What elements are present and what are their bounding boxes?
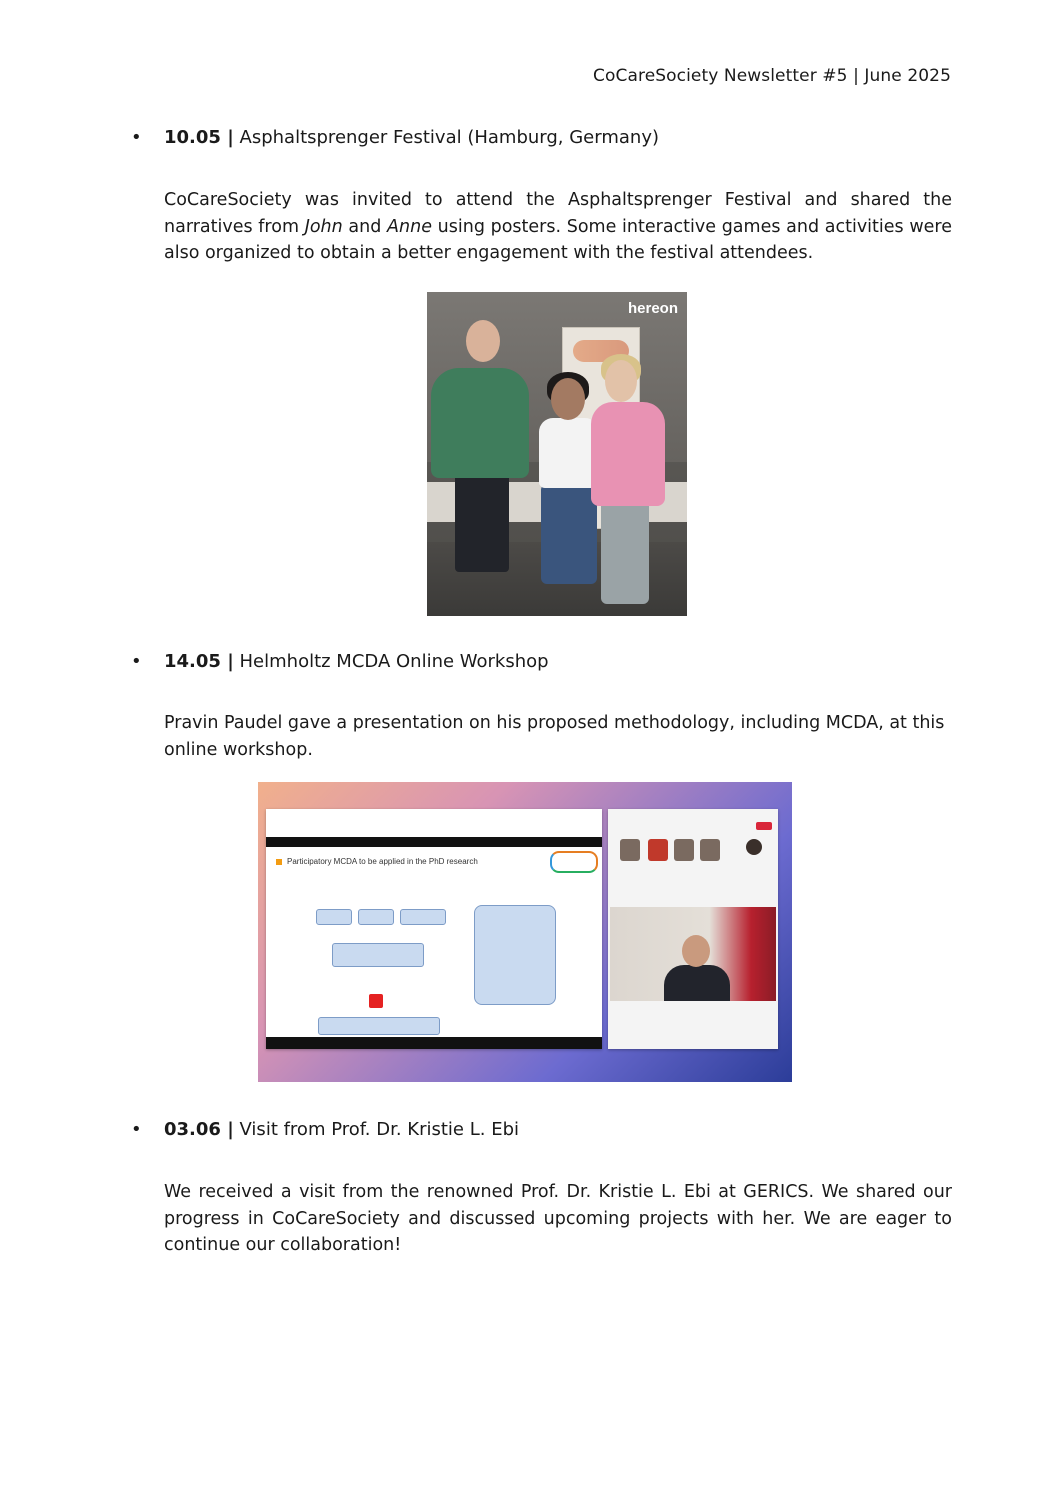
bullet: • — [131, 127, 142, 148]
bullet: • — [131, 1119, 142, 1140]
item-title — [164, 1119, 519, 1140]
person-head — [551, 378, 585, 420]
person-legs — [455, 472, 509, 572]
item-paragraph: Pravin Paudel gave a presentation on his proposed methodology, including MCDA, at this online workshop. — [164, 713, 945, 760]
window-bar — [266, 1037, 602, 1049]
item-date: 14.05 | — [164, 651, 234, 672]
item-paragraph — [164, 187, 952, 267]
item-heading: Asphaltsprenger Festival (Hamburg, Germany) — [239, 127, 659, 148]
hereon-logo: hereon — [627, 300, 678, 317]
paragraph-text: and — [342, 216, 388, 237]
leave-button — [756, 822, 772, 830]
cocare-logo — [550, 851, 598, 873]
participant-thumbnail — [648, 839, 668, 861]
item-paragraph: We received a visit from the renowned Prof. Dr. Kristie L. Ebi at GERICS. We shared our progress in CoCareSociety and discussed upcoming projects with her. We are eager to continue our collaboration! — [164, 1182, 952, 1255]
slide-box — [358, 909, 394, 925]
person-head — [605, 360, 637, 402]
slide-box — [332, 943, 424, 967]
newsletter-header: CoCareSociety Newsletter #5 | June 2025 — [593, 66, 951, 86]
meeting-window — [608, 809, 778, 1049]
slide-box — [318, 1017, 440, 1035]
slide-box — [400, 909, 446, 925]
participant-thumbnail — [620, 839, 640, 861]
item-date: 10.05 | — [164, 127, 234, 148]
person-body — [431, 368, 529, 478]
person-legs — [601, 500, 649, 604]
paragraph-text: CoCareSociety was invited to attend the Asphaltsprenger Festival and shared the narratives from — [164, 190, 952, 237]
speaker-torso — [664, 965, 730, 1001]
item-title — [164, 651, 549, 672]
paragraph-emphasis: Anne — [387, 216, 432, 237]
slide-window — [266, 809, 602, 1049]
slide-box — [474, 905, 556, 1005]
speaker-face — [682, 935, 710, 967]
person-body — [539, 418, 599, 488]
workshop-screenshot — [258, 782, 792, 1082]
item-heading: Visit from Prof. Dr. Kristie L. Ebi — [239, 1119, 519, 1140]
participant-thumbnail — [700, 839, 720, 861]
window-bar — [266, 837, 602, 847]
slide-box — [316, 909, 352, 925]
item-date: 03.06 | — [164, 1119, 234, 1140]
paragraph-text: using posters. Some interactive games and activities were also organized to obtain a better engagement with the festival attendees. — [164, 216, 952, 263]
person-legs — [541, 484, 597, 584]
speaker-video — [610, 907, 776, 1001]
item-heading: Helmholtz MCDA Online Workshop — [239, 651, 549, 672]
item-title — [164, 127, 659, 148]
participant-thumbnail — [674, 839, 694, 861]
person-head — [466, 320, 500, 362]
slide-title: Participatory MCDA to be applied in the PhD research — [276, 857, 478, 866]
person-body — [591, 402, 665, 506]
bullet: • — [131, 651, 142, 672]
festival-photo — [427, 292, 687, 616]
red-cross-icon — [369, 994, 383, 1008]
paragraph-emphasis: John — [304, 216, 343, 237]
participant-avatar — [746, 839, 762, 855]
